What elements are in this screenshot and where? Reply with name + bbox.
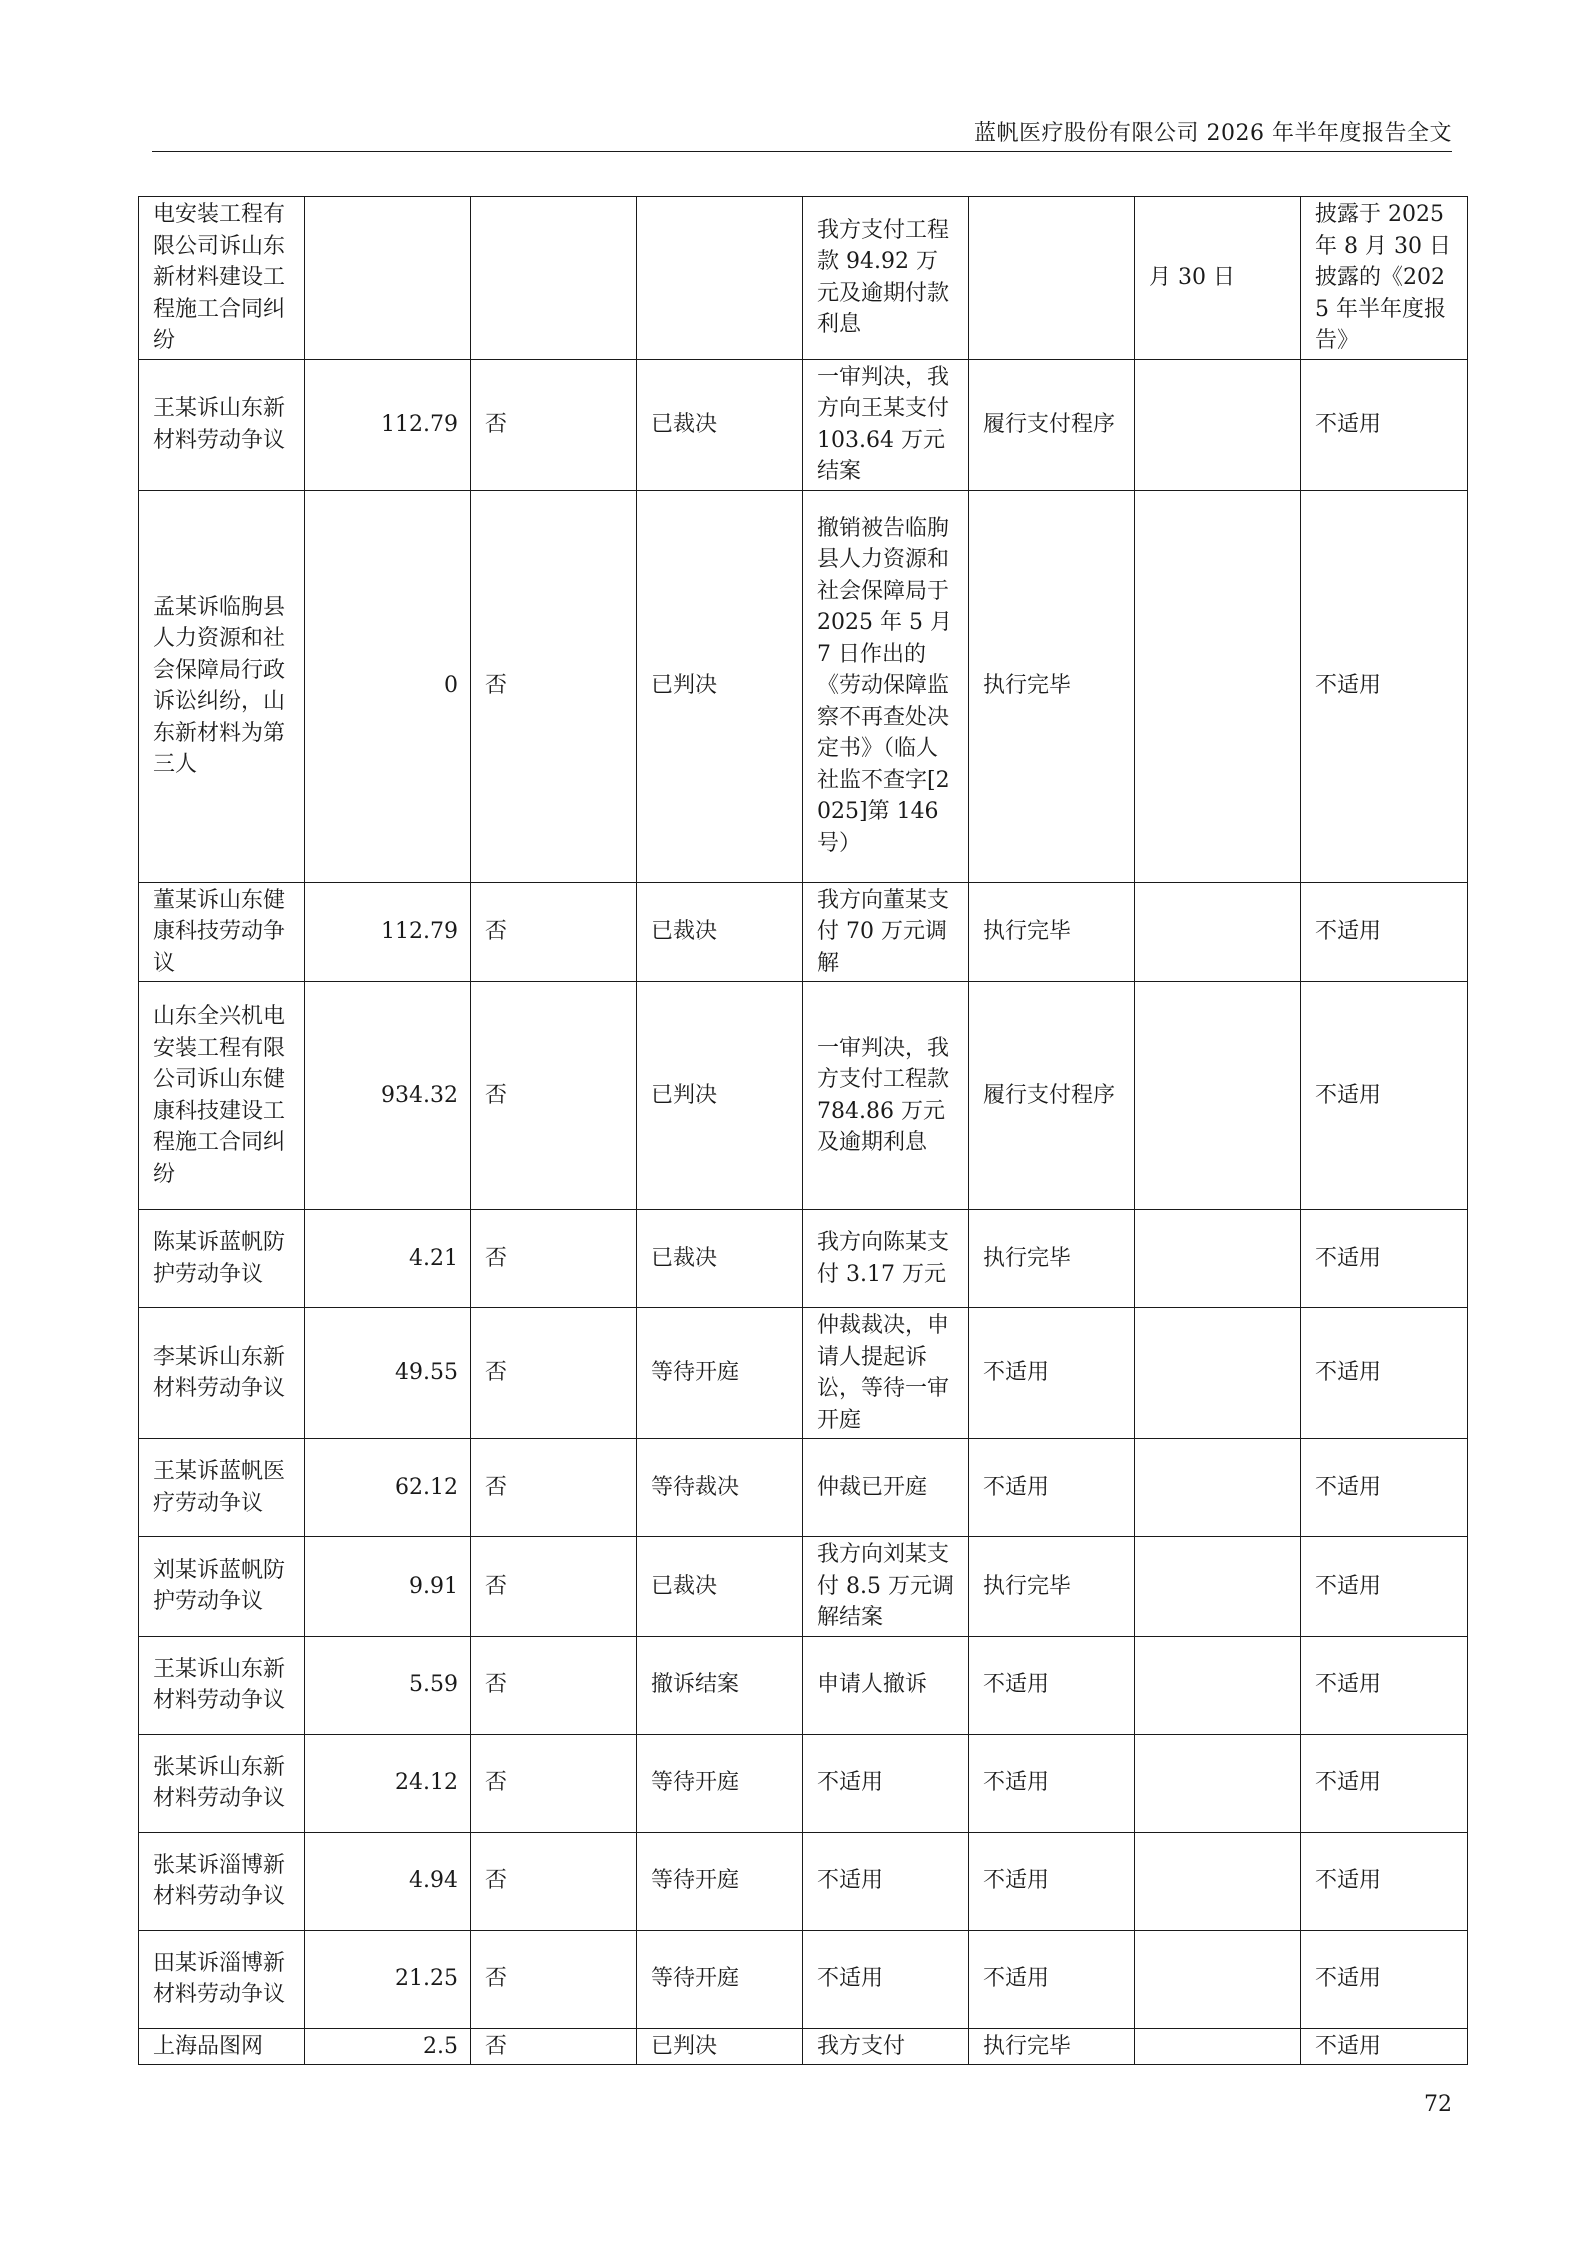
disclosure-cell: 不适用 xyxy=(1301,882,1468,982)
table-row xyxy=(139,1308,1468,1439)
amount-cell: 9.91 xyxy=(305,1537,471,1637)
execution-cell xyxy=(969,197,1135,360)
case-cell: 王某诉山东新材料劳动争议 xyxy=(139,1636,305,1734)
disclosure-cell: 披露于 2025 年 8 月 30 日披露的《2025 年半年度报告》 xyxy=(1301,197,1468,360)
case-cell: 刘某诉蓝帆防护劳动争议 xyxy=(139,1537,305,1637)
result-cell: 不适用 xyxy=(803,1734,969,1832)
case-cell: 孟某诉临朐县人力资源和社会保障局行政诉讼纠纷，山东新材料为第三人 xyxy=(139,490,305,882)
table-row xyxy=(139,1537,1468,1637)
case-cell: 董某诉山东健康科技劳动争议 xyxy=(139,882,305,982)
amount-cell: 49.55 xyxy=(305,1308,471,1439)
date-cell xyxy=(1135,2028,1301,2065)
amount-cell: 934.32 xyxy=(305,982,471,1210)
page-header xyxy=(152,112,1452,152)
progress-cell: 已裁决 xyxy=(637,359,803,490)
progress-cell: 已裁决 xyxy=(637,1537,803,1637)
table-row xyxy=(139,2028,1468,2065)
provision-cell: 否 xyxy=(471,359,637,490)
disclosure-cell: 不适用 xyxy=(1301,490,1468,882)
date-cell xyxy=(1135,1537,1301,1637)
execution-cell: 执行完毕 xyxy=(969,882,1135,982)
amount-cell: 5.59 xyxy=(305,1636,471,1734)
provision-cell: 否 xyxy=(471,1636,637,1734)
table-row xyxy=(139,1636,1468,1734)
table-row xyxy=(139,982,1468,1210)
provision-cell: 否 xyxy=(471,1930,637,2028)
provision-cell: 否 xyxy=(471,1832,637,1930)
case-cell: 王某诉山东新材料劳动争议 xyxy=(139,359,305,490)
amount-cell: 4.94 xyxy=(305,1832,471,1930)
disclosure-cell: 不适用 xyxy=(1301,1734,1468,1832)
progress-cell: 撤诉结案 xyxy=(637,1636,803,1734)
case-cell: 山东全兴机电安装工程有限公司诉山东健康科技建设工程施工合同纠纷 xyxy=(139,982,305,1210)
provision-cell: 否 xyxy=(471,1537,637,1637)
execution-cell: 不适用 xyxy=(969,1832,1135,1930)
execution-cell: 执行完毕 xyxy=(969,1537,1135,1637)
disclosure-cell: 不适用 xyxy=(1301,359,1468,490)
amount-cell: 62.12 xyxy=(305,1439,471,1537)
execution-cell: 不适用 xyxy=(969,1734,1135,1832)
date-cell: 月 30 日 xyxy=(1135,197,1301,360)
date-cell xyxy=(1135,1930,1301,2028)
disclosure-cell: 不适用 xyxy=(1301,982,1468,1210)
execution-cell: 执行完毕 xyxy=(969,1210,1135,1308)
progress-cell xyxy=(637,197,803,360)
case-cell: 电安装工程有限公司诉山东新材料建设工程施工合同纠纷 xyxy=(139,197,305,360)
provision-cell: 否 xyxy=(471,2028,637,2065)
progress-cell: 已裁决 xyxy=(637,882,803,982)
provision-cell: 否 xyxy=(471,882,637,982)
page-number: 72 xyxy=(1424,2092,1452,2117)
progress-cell: 已判决 xyxy=(637,982,803,1210)
amount-cell: 21.25 xyxy=(305,1930,471,2028)
amount-cell: 24.12 xyxy=(305,1734,471,1832)
case-cell: 张某诉淄博新材料劳动争议 xyxy=(139,1832,305,1930)
table-row xyxy=(139,197,1468,360)
amount-cell: 0 xyxy=(305,490,471,882)
disclosure-cell: 不适用 xyxy=(1301,1832,1468,1930)
litigation-table xyxy=(138,196,1468,2065)
progress-cell: 等待开庭 xyxy=(637,1832,803,1930)
provision-cell: 否 xyxy=(471,1734,637,1832)
disclosure-cell: 不适用 xyxy=(1301,1308,1468,1439)
execution-cell: 履行支付程序 xyxy=(969,982,1135,1210)
disclosure-cell: 不适用 xyxy=(1301,1210,1468,1308)
case-cell: 张某诉山东新材料劳动争议 xyxy=(139,1734,305,1832)
result-cell: 不适用 xyxy=(803,1930,969,2028)
progress-cell: 等待裁决 xyxy=(637,1439,803,1537)
execution-cell: 履行支付程序 xyxy=(969,359,1135,490)
provision-cell: 否 xyxy=(471,1308,637,1439)
provision-cell: 否 xyxy=(471,1439,637,1537)
disclosure-cell: 不适用 xyxy=(1301,1439,1468,1537)
result-cell: 我方支付工程款 94.92 万元及逾期付款利息 xyxy=(803,197,969,360)
disclosure-cell: 不适用 xyxy=(1301,2028,1468,2065)
header-divider xyxy=(152,151,1452,152)
amount-cell xyxy=(305,197,471,360)
amount-cell: 2.5 xyxy=(305,2028,471,2065)
case-cell: 王某诉蓝帆医疗劳动争议 xyxy=(139,1439,305,1537)
table-row xyxy=(139,1930,1468,2028)
progress-cell: 已判决 xyxy=(637,2028,803,2065)
provision-cell xyxy=(471,197,637,360)
execution-cell: 不适用 xyxy=(969,1930,1135,2028)
result-cell: 我方向刘某支付 8.5 万元调解结案 xyxy=(803,1537,969,1637)
result-cell: 我方支付 xyxy=(803,2028,969,2065)
execution-cell: 执行完毕 xyxy=(969,2028,1135,2065)
result-cell: 不适用 xyxy=(803,1832,969,1930)
result-cell: 我方向董某支付 70 万元调解 xyxy=(803,882,969,982)
amount-cell: 4.21 xyxy=(305,1210,471,1308)
result-cell: 撤销被告临朐县人力资源和社会保障局于 2025 年 5 月 7 日作出的《劳动保障监察不再查处决定书》（临人社监不查字[2025]第 146 号） xyxy=(803,490,969,882)
case-cell: 陈某诉蓝帆防护劳动争议 xyxy=(139,1210,305,1308)
execution-cell: 执行完毕 xyxy=(969,490,1135,882)
date-cell xyxy=(1135,1439,1301,1537)
table-row xyxy=(139,1734,1468,1832)
date-cell xyxy=(1135,1210,1301,1308)
disclosure-cell: 不适用 xyxy=(1301,1930,1468,2028)
table-row xyxy=(139,1210,1468,1308)
result-cell: 仲裁已开庭 xyxy=(803,1439,969,1537)
amount-cell: 112.79 xyxy=(305,359,471,490)
execution-cell: 不适用 xyxy=(969,1308,1135,1439)
result-cell: 一审判决，我方向王某支付 103.64 万元结案 xyxy=(803,359,969,490)
table-row xyxy=(139,490,1468,882)
date-cell xyxy=(1135,1734,1301,1832)
date-cell xyxy=(1135,882,1301,982)
execution-cell: 不适用 xyxy=(969,1636,1135,1734)
provision-cell: 否 xyxy=(471,490,637,882)
table-row xyxy=(139,1439,1468,1537)
report-title: 蓝帆医疗股份有限公司 2026 年半年度报告全文 xyxy=(974,121,1452,146)
amount-cell: 112.79 xyxy=(305,882,471,982)
result-cell: 我方向陈某支付 3.17 万元 xyxy=(803,1210,969,1308)
progress-cell: 等待开庭 xyxy=(637,1734,803,1832)
case-cell: 田某诉淄博新材料劳动争议 xyxy=(139,1930,305,2028)
table-row xyxy=(139,359,1468,490)
provision-cell: 否 xyxy=(471,1210,637,1308)
date-cell xyxy=(1135,982,1301,1210)
date-cell xyxy=(1135,1832,1301,1930)
case-cell: 李某诉山东新材料劳动争议 xyxy=(139,1308,305,1439)
date-cell xyxy=(1135,1308,1301,1439)
date-cell xyxy=(1135,1636,1301,1734)
provision-cell: 否 xyxy=(471,982,637,1210)
table-row xyxy=(139,882,1468,982)
case-cell: 上海品图网 xyxy=(139,2028,305,2065)
progress-cell: 等待开庭 xyxy=(637,1930,803,2028)
result-cell: 仲裁裁决，申请人提起诉讼，等待一审开庭 xyxy=(803,1308,969,1439)
date-cell xyxy=(1135,490,1301,882)
table-row xyxy=(139,1832,1468,1930)
execution-cell: 不适用 xyxy=(969,1439,1135,1537)
disclosure-cell: 不适用 xyxy=(1301,1537,1468,1637)
progress-cell: 已判决 xyxy=(637,490,803,882)
progress-cell: 等待开庭 xyxy=(637,1308,803,1439)
progress-cell: 已裁决 xyxy=(637,1210,803,1308)
date-cell xyxy=(1135,359,1301,490)
result-cell: 申请人撤诉 xyxy=(803,1636,969,1734)
result-cell: 一审判决，我方支付工程款 784.86 万元及逾期利息 xyxy=(803,982,969,1210)
disclosure-cell: 不适用 xyxy=(1301,1636,1468,1734)
